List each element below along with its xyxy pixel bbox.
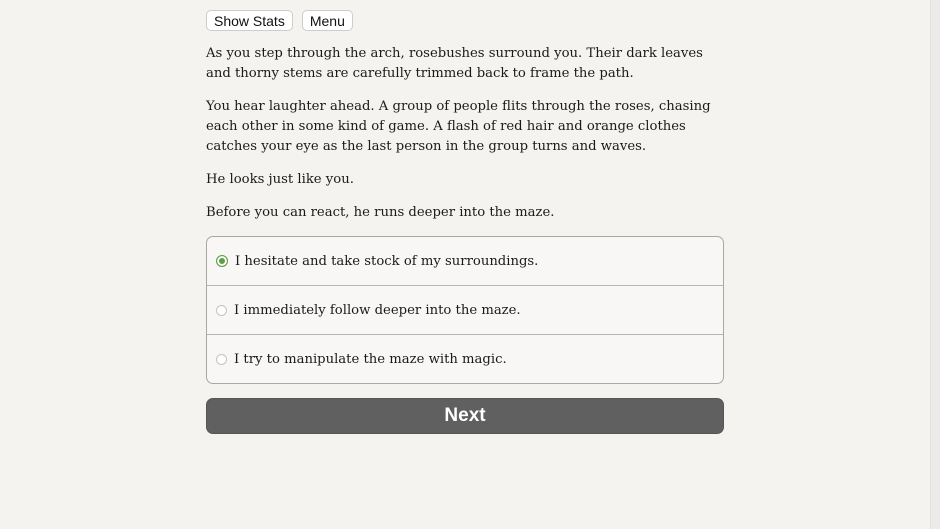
choice-label: I try to manipulate the maze with magic. <box>234 351 507 367</box>
main-content <box>206 10 724 434</box>
radio-unselected-icon[interactable] <box>216 354 227 365</box>
choice-label: I hesitate and take stock of my surroundings. <box>235 253 539 269</box>
page-scrollbar[interactable] <box>930 0 940 529</box>
story-paragraph: You hear laughter ahead. A group of people flits through the roses, chasing each other in some kind of game. A flash of red hair and orange clothes catches your eye as the last person in the group turns and waves. <box>206 99 711 154</box>
story-paragraph: Before you can react, he runs deeper into the maze. <box>206 205 555 220</box>
story-paragraph: As you step through the arch, rosebushes surround you. Their dark leaves and thorny stems are carefully trimmed back to frame the path. <box>206 46 703 81</box>
choice-option-2[interactable] <box>207 285 723 334</box>
choice-label: I immediately follow deeper into the maze. <box>234 302 521 318</box>
radio-selected-icon[interactable] <box>216 255 228 267</box>
choice-option-3[interactable] <box>207 334 723 383</box>
show-stats-button[interactable]: Show Stats <box>206 10 293 31</box>
choice-option-1[interactable] <box>207 237 723 285</box>
radio-unselected-icon[interactable] <box>216 305 227 316</box>
story-paragraph: He looks just like you. <box>206 172 354 187</box>
next-button[interactable]: Next <box>206 398 724 434</box>
choice-list <box>206 236 724 384</box>
menu-button[interactable]: Menu <box>302 10 353 31</box>
top-toolbar <box>206 10 724 32</box>
story-text <box>206 44 724 223</box>
